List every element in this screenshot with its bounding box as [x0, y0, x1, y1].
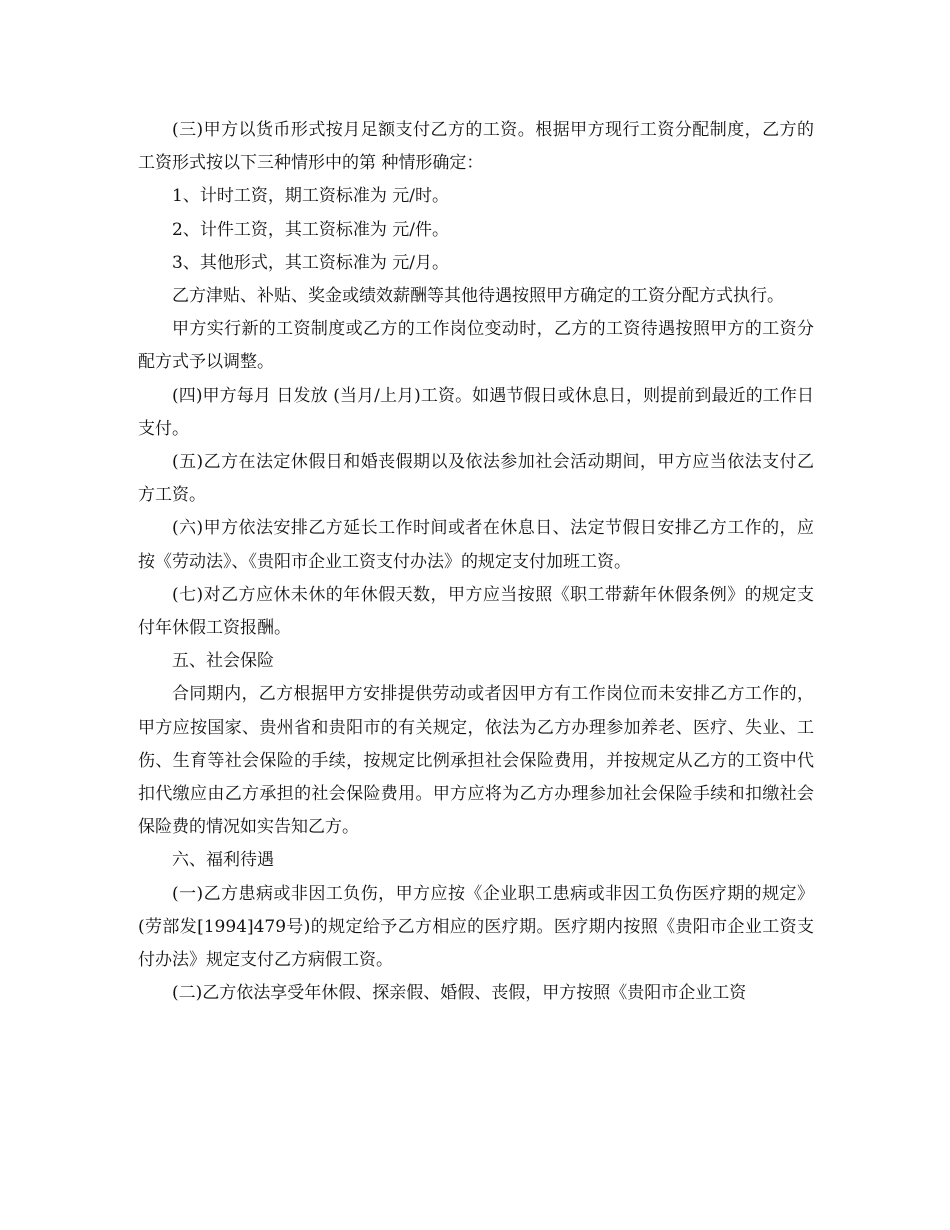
paragraph-pay-day: (四)甲方每月 日发放 (当月/上月)工资。如遇节假日或休息日，则提前到最近的工作日支付。 — [138, 385, 814, 439]
paragraph-allowances: 乙方津贴、补贴、奖金或绩效薪酬等其他待遇按照甲方确定的工资分配方式执行。 — [172, 286, 784, 307]
paragraph-overtime-pay: (六)甲方依法安排乙方延长工作时间或者在休息日、法定节假日安排乙方工作的，应按《劳动法》、《贵阳市企业工资支付办法》的规定支付加班工资。 — [138, 518, 814, 572]
paragraph-hourly-wage: 1、计时工资，期工资标准为 元/时。 — [172, 186, 449, 207]
paragraph-piece-wage: 2、计件工资，其工资标准为 元/件。 — [172, 219, 449, 240]
paragraph-holiday-pay: (五)乙方在法定休假日和婚丧假期以及依法参加社会活动期间，甲方应当依法支付乙方工资。 — [138, 452, 814, 506]
paragraph-annual-leave-pay: (七)对乙方应休未休的年休假天数，甲方应当按照《职工带薪年休假条例》的规定支付年休假工资报酬。 — [138, 584, 814, 639]
paragraph-wage-adjustment: 甲方实行新的工资制度或乙方的工作岗位变动时，乙方的工资待遇按照甲方的工资分配方式予以调整。 — [138, 319, 814, 373]
paragraph-social-insurance: 合同期内，乙方根据甲方安排提供劳动或者因甲方有工作岗位而未安排乙方工作的，甲方应按国家、贵州省和贵阳市的有关规定，依法为乙方办理参加养老、医疗、失业、工伤、生育等社会保险的手续，按规定比例承担社会保险费用，并按规定从乙方的工资中代扣代缴应由乙方承担的社会保险费用。甲方应将为乙方办理参加社会保险手续和扣缴社会保险费的情况如实告知乙方。 — [138, 684, 814, 838]
document-body — [138, 114, 814, 1010]
section-heading-social-insurance: 五、社会保险 — [172, 651, 274, 672]
paragraph-sick-leave: (一)乙方患病或非因工负伤，甲方应按《企业职工患病或非因工负伤医疗期的规定》(劳部发[1994]479号)的规定给予乙方相应的医疗期。医疗期内按照《贵阳市企业工资支付办法》规定支付乙方病假工资。 — [138, 883, 814, 971]
section-heading-welfare: 六、福利待遇 — [172, 850, 274, 871]
paragraph-leave-entitlements: (二)乙方依法享受年休假、探亲假、婚假、丧假，甲方按照《贵阳市企业工资 — [172, 983, 747, 1004]
paragraph-other-wage: 3、其他形式，其工资标准为 元/月。 — [172, 252, 449, 273]
paragraph-wage-payment: (三)甲方以货币形式按月足额支付乙方的工资。根据甲方现行工资分配制度，乙方的工资形式按以下三种情形中的第 种情形确定： — [138, 120, 814, 174]
